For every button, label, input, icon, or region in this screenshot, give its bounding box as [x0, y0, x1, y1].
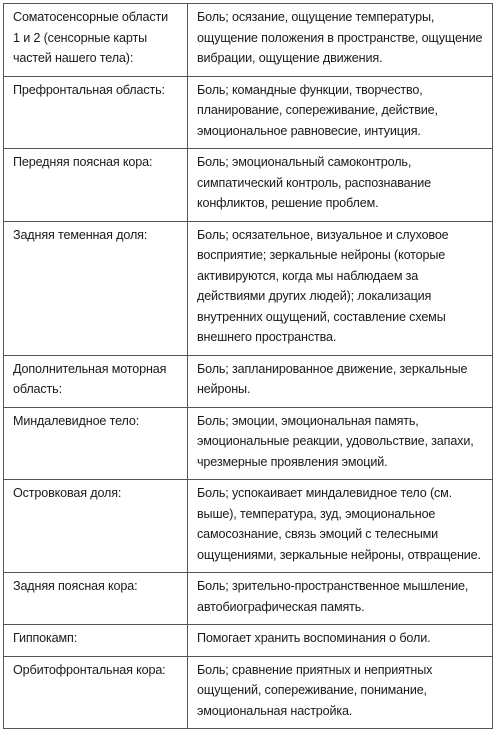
function-cell: Помогает хранить воспоминания о боли.	[188, 625, 493, 657]
region-cell: Островковая доля:	[4, 480, 188, 573]
region-cell: Префронтальная область:	[4, 76, 188, 149]
table-row	[4, 76, 493, 149]
table-row	[4, 656, 493, 729]
table-row	[4, 149, 493, 222]
table-row	[4, 221, 493, 355]
region-cell: Задняя поясная кора:	[4, 573, 188, 625]
table-row	[4, 355, 493, 407]
function-cell: Боль; сравнение приятных и неприятных ощущений, сопереживание, понимание, эмоциональная настройка.	[188, 656, 493, 729]
function-cell: Боль; командные функции, творчество, планирование, сопереживание, действие, эмоциональное равновесие, интуиция.	[188, 76, 493, 149]
function-cell: Боль; зрительно-пространственное мышление, автобиографическая память.	[188, 573, 493, 625]
function-cell: Боль; эмоциональный самоконтроль, симпатический контроль, распознавание конфликтов, решение проблем.	[188, 149, 493, 222]
table-row	[4, 625, 493, 657]
region-cell: Дополнительная моторная область:	[4, 355, 188, 407]
region-cell: Гиппокамп:	[4, 625, 188, 657]
table-row	[4, 480, 493, 573]
region-cell: Передняя поясная кора:	[4, 149, 188, 222]
region-cell: Задняя теменная доля:	[4, 221, 188, 355]
function-cell: Боль; осязание, ощущение температуры, ощущение положения в пространстве, ощущение вибрации, ощущение движения.	[188, 4, 493, 77]
region-cell: Миндалевидное тело:	[4, 407, 188, 480]
region-cell: Орбитофронтальная кора:	[4, 656, 188, 729]
table-row	[4, 573, 493, 625]
function-cell: Боль; успокаивает миндалевидное тело (см. выше), температура, зуд, эмоциональное самосознание, связь эмоций с телесными ощущениями, зеркальные нейроны, отвращение.	[188, 480, 493, 573]
brain-regions-table	[3, 3, 493, 729]
region-cell: Соматосенсорные области 1 и 2 (сенсорные карты частей нашего тела):	[4, 4, 188, 77]
function-cell: Боль; осязательное, визуальное и слуховое восприятие; зеркальные нейроны (которые активируются, когда мы наблюдаем за действиями других людей); локализация внутренних ощущений, составление схемы внешнего пространства.	[188, 221, 493, 355]
function-cell: Боль; запланированное движение, зеркальные нейроны.	[188, 355, 493, 407]
table-row	[4, 4, 493, 77]
table-row	[4, 407, 493, 480]
function-cell: Боль; эмоции, эмоциональная память, эмоциональные реакции, удовольствие, запахи, чрезмерные проявления эмоций.	[188, 407, 493, 480]
